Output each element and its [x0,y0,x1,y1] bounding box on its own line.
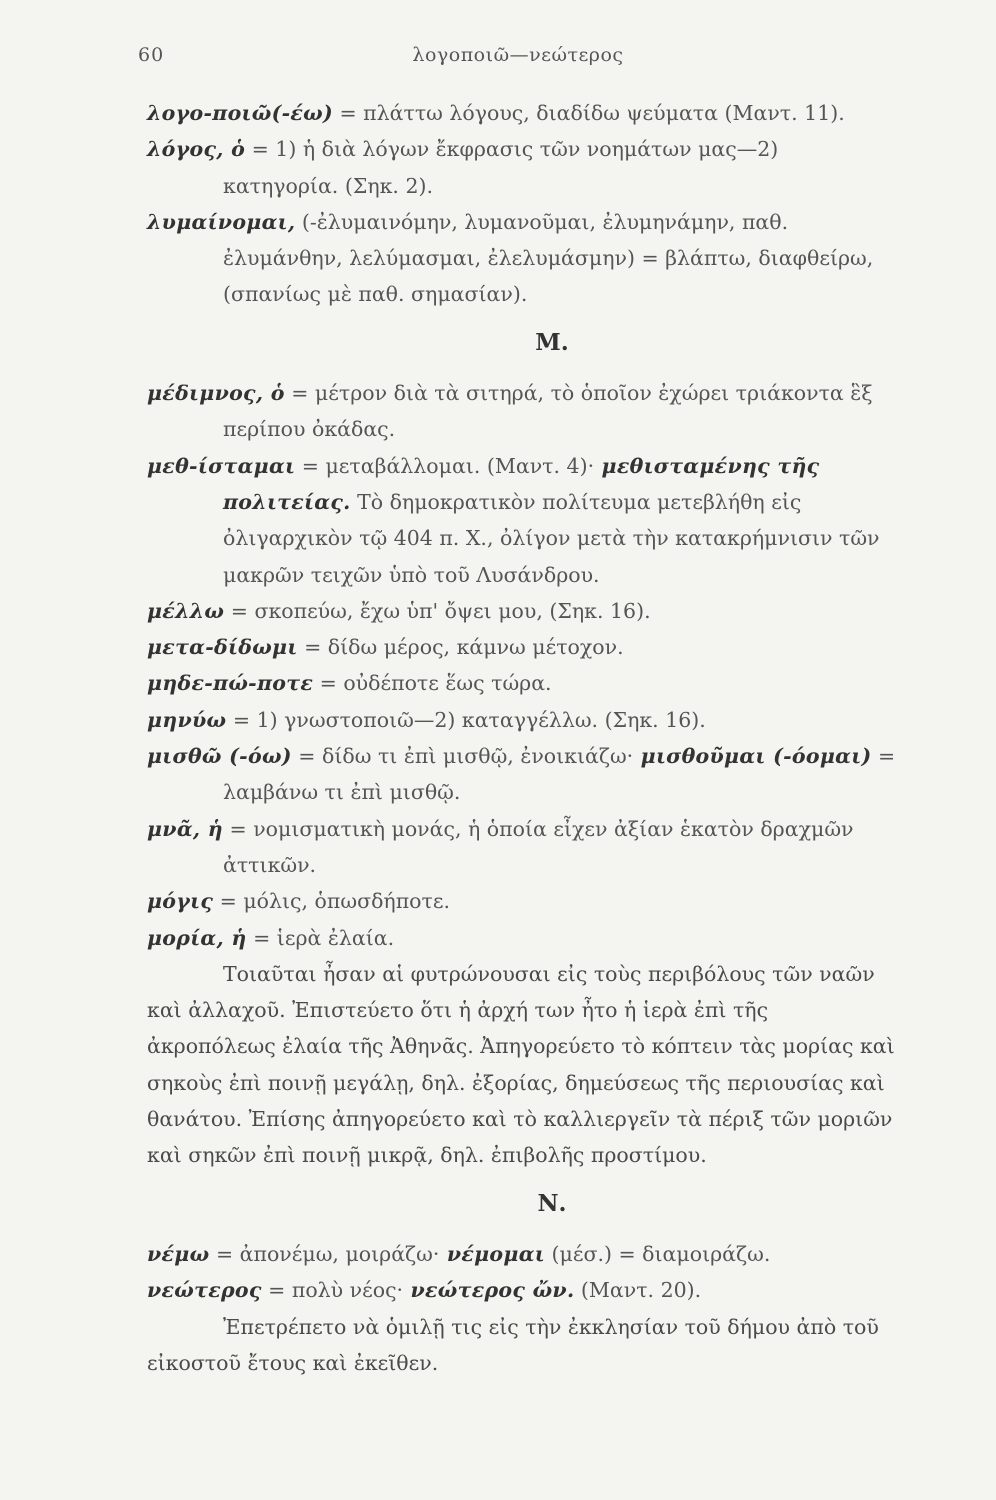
headword: μετα-δίδωμι [147,635,298,660]
definition: = μεταβάλλομαι. (Μαντ. 4)· [295,453,595,478]
entry-lymainomai [147,204,897,313]
entry-mna [147,811,897,884]
headword: λογο-ποιῶ(-έω) [147,101,333,125]
headword: νέμω [147,1241,210,1266]
headword: μισθῶ (-όω) [147,744,292,769]
running-head [138,44,898,78]
headword: μέδιμνος, ὁ [147,381,285,406]
entry-mello [147,593,897,629]
dictionary-text [147,95,897,1381]
definition: = 1) ἡ διὰ λόγων ἔκφρασις τῶν νοημάτων μας—2) κατηγορία. (Σηκ. 2). [223,137,779,198]
page-number: 60 [138,44,165,66]
headword: μόγις [147,889,214,914]
headword: μηνύω [147,707,227,732]
headword: λόγος, ὁ [147,137,246,162]
sub-definition: Τὸ δημοκρατικὸν πολίτευμα μετεβλήθη εἰς ὀλιγαρχικὸν τῷ 404 π. Χ., ὀλίγον μετὰ τὴν κατακρήμνισιν τῶν μακρῶν τειχῶν ὑπὸ τοῦ Λυσάνδρου. [223,489,880,587]
headword: μορία, ἡ [147,925,247,950]
headword: μηδε-πώ-ποτε [147,671,314,696]
definition: = πλάττω λόγους, διαδίδω ψεύματα (Μαντ. 11). [332,101,845,125]
headword: λυμαίνομαι, [147,209,296,234]
entry-medepopote [147,665,897,701]
headword: νεώτερος [147,1278,262,1303]
entry-logopoio [147,95,897,131]
definition: = ἱερὰ ἐλαία. [246,925,395,950]
sub-headword: νεώτερος ὤν. [403,1278,575,1303]
entry-mistho [147,738,897,811]
definition: = πολὺ νέος· [261,1278,404,1303]
section-letter-m: Μ. [535,328,569,356]
headword: μέλλω [147,598,225,623]
definition: = οὐδέποτε ἕως τώρα. [313,671,552,696]
definition: = 1) γνωστοποιῶ—2) καταγγέλλω. (Σηκ. 16). [226,707,706,732]
definition: (-ἐλυμαινόμην, λυμανοῦμαι, ἐλυμηνάμην, παθ. ἐλυμάνθην, λελύμασμαι, ἐλελυμάσμην) = βλάπτω, διαφθείρω, (σπανίως μὲ παθ. σημασίαν). [223,209,874,307]
sub-definition: = λαμβάνω τι ἐπὶ μισθῷ. [223,744,896,805]
definition: = νομισματικὴ μονάς, ἡ ὁποία εἶχεν ἀξίαν ἑκατὸν δραχμῶν ἀττικῶν. [222,816,854,877]
definition: = μέτρον διὰ τὰ σιτηρά, τὸ ὁποῖον ἐχώρει τριάκοντα ἓξ περίπου ὀκάδας. [223,381,873,442]
entry-nemo [147,1236,897,1272]
entry-logos [147,131,897,204]
entry-menyo [147,702,897,738]
entry-metadidomi [147,629,897,665]
entry-medimnos [147,375,897,448]
definition: = δίδω μέρος, κάμνω μέτοχον. [297,635,624,660]
section-letter-n: Ν. [537,1189,567,1217]
definition: = ἀπονέμω, μοιράζω· [209,1241,440,1266]
sub-headword: μισθοῦμαι (-όομαι) [633,744,872,769]
neoteros-note: Ἐπετρέπετο νὰ ὁμιλῇ τις εἰς τὴν ἐκκλησίαν τοῦ δήμου ἀπὸ τοῦ εἰκοστοῦ ἔτους καὶ ἐκεῖθεν. [147,1314,879,1375]
sub-definition: (Μαντ. 20). [574,1278,702,1303]
running-title: λογοποιῶ—νεώτερος [412,44,624,66]
definition: = σκοπεύω, ἔχω ὑπ' ὄψει μου, (Σηκ. 16). [224,598,651,623]
entry-methistamai [147,448,897,593]
entry-mogis [147,883,897,919]
headword: μεθ-ίσταμαι [147,453,296,478]
entry-neoteros [147,1272,897,1308]
sub-headword: μεθισταμένης τῆς πολιτείας. [223,453,820,514]
definition: = μόλις, ὁπωσδήποτε. [213,889,450,914]
sub-definition: (μέσ.) = διαμοιράζω. [545,1241,771,1266]
definition: = δίδω τι ἐπὶ μισθῷ, ἐνοικιάζω· [291,744,634,769]
sub-headword: νέμομαι [439,1241,545,1266]
moria-note: Τοιαῦται ἦσαν αἱ φυτρώνουσαι εἰς τοὺς περιβόλους τῶν ναῶν καὶ ἀλλαχοῦ. Ἐπιστεύετο ὅτι ἡ ἀρχή των ἦτο ἡ ἱερὰ ἐπὶ τῆς ἀκροπόλεως ἐλαία τῆς Ἀθηνᾶς. Ἀπηγορεύετο τὸ κόπτειν τὰς μορίας καὶ σηκοὺς ἐπὶ ποινῇ μεγάλῃ, δηλ. ἐξορίας, δημεύσεως τῆς περιουσίας καὶ θανάτου. Ἐπίσης ἀπηγορεύετο καὶ τὸ καλλιεργεῖν τὰ πέριξ τῶν μοριῶν καὶ σηκῶν ἐπὶ ποινῇ μικρᾷ, δηλ. ἐπιβολῆς προστίμου. [147,961,895,1168]
entry-moria [147,920,897,956]
headword: μνᾶ, ἡ [147,816,223,841]
